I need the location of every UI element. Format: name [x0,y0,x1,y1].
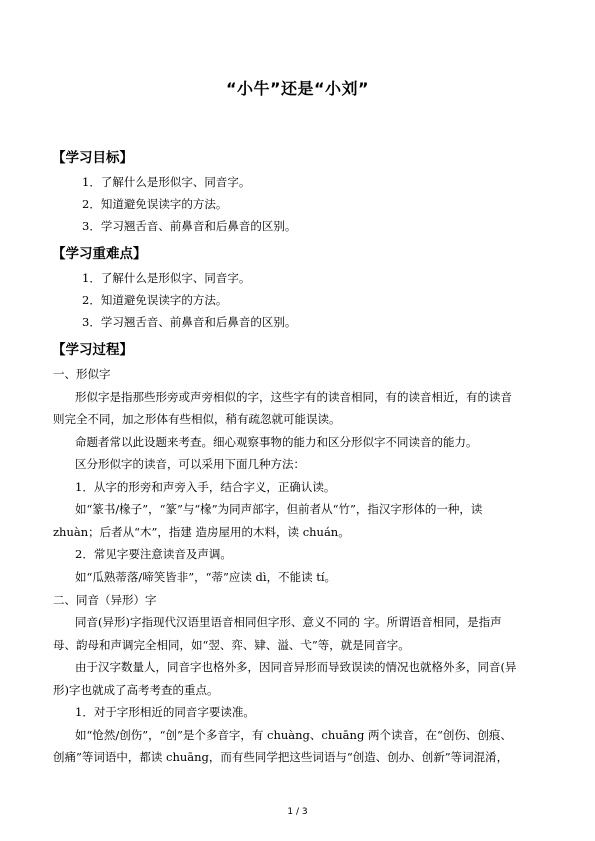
body-line: 则完全不同，加之形体有些相似，稍有疏忽就可能误读。 [53,412,341,426]
body-line: 如“瓜熟蒂落/啼笑皆非”，“蒂”应读 dì，不能读 tí。 [75,570,337,584]
goal-item: 1．了解什么是形似字、同音字。 [82,175,251,189]
body-line: 由于汉字数量人，同音字也格外多，因同音异形而导致误读的情况也就格外多，同音(异 [75,660,517,674]
page-number: 1 / 3 [287,807,308,817]
difficulty-item: 3．学习翘舌音、前鼻音和后鼻音的区别。 [82,315,297,329]
difficulty-item: 2．知道避免误读字的方法。 [82,293,228,307]
body-line: 如“篆书/椽子”，“篆”与“椽”为同声部字，但前者从“竹”，指汉字形体的一种，读 [75,502,483,516]
process-heading: 【学习过程】 [52,342,133,358]
page-title: “小牛”还是“小刘” [225,79,370,98]
goals-heading: 【学习目标】 [52,150,133,166]
body-line: 形似字是指那些形旁或声旁相似的字，这些字有的读音相同，有的读音相近，有的读音 [75,390,512,404]
section-heading-2: 二、同音（异形）字 [53,593,157,607]
difficulty-heading: 【学习重难点】 [52,246,147,262]
goal-item: 2．知道避免误读字的方法。 [82,197,228,211]
goal-item: 3．学习翘舌音、前鼻音和后鼻音的区别。 [82,219,297,233]
body-line: 母、韵母和声调完全相同，如“翌、弈、肄、溢、弋”等，就是同音字。 [53,638,410,652]
body-line: 创痛”等词语中，都读 chuāng，而有些同学把这些词语与“创造、创办、创新”等词混淆， [53,750,509,764]
body-line: 1．从字的形旁和声旁入手，结合字义，正确认读。 [75,480,336,494]
body-line: zhuàn；后者从“木”，指建 造房屋用的木料，读 chuán。 [53,525,350,539]
body-line: 2．常见字要注意读音及声调。 [75,547,232,561]
body-line: 如“怆然/创伤”，“创”是个多音字，有 chuàng、chuāng 两个读音，在“创伤、创痕、 [75,728,512,742]
body-line: 区分形似字的读音，可以采用下面几种方法： [75,457,305,471]
body-line: 1．对于字形相近的同音字要读准。 [75,705,255,719]
section-heading-1: 一、形似字 [53,367,111,381]
body-line: 命题者常以此设题来考查。细心观察事物的能力和区分形似字不同读音的能力。 [75,435,478,449]
body-line: 形)字也就成了高考考查的重点。 [53,683,219,697]
body-line: 同音(异形)字指现代汉语里语音相同但字形、意义不同的 字。所谓语音相同，是指声 [75,615,502,629]
difficulty-item: 1．了解什么是形似字、同音字。 [82,271,251,285]
